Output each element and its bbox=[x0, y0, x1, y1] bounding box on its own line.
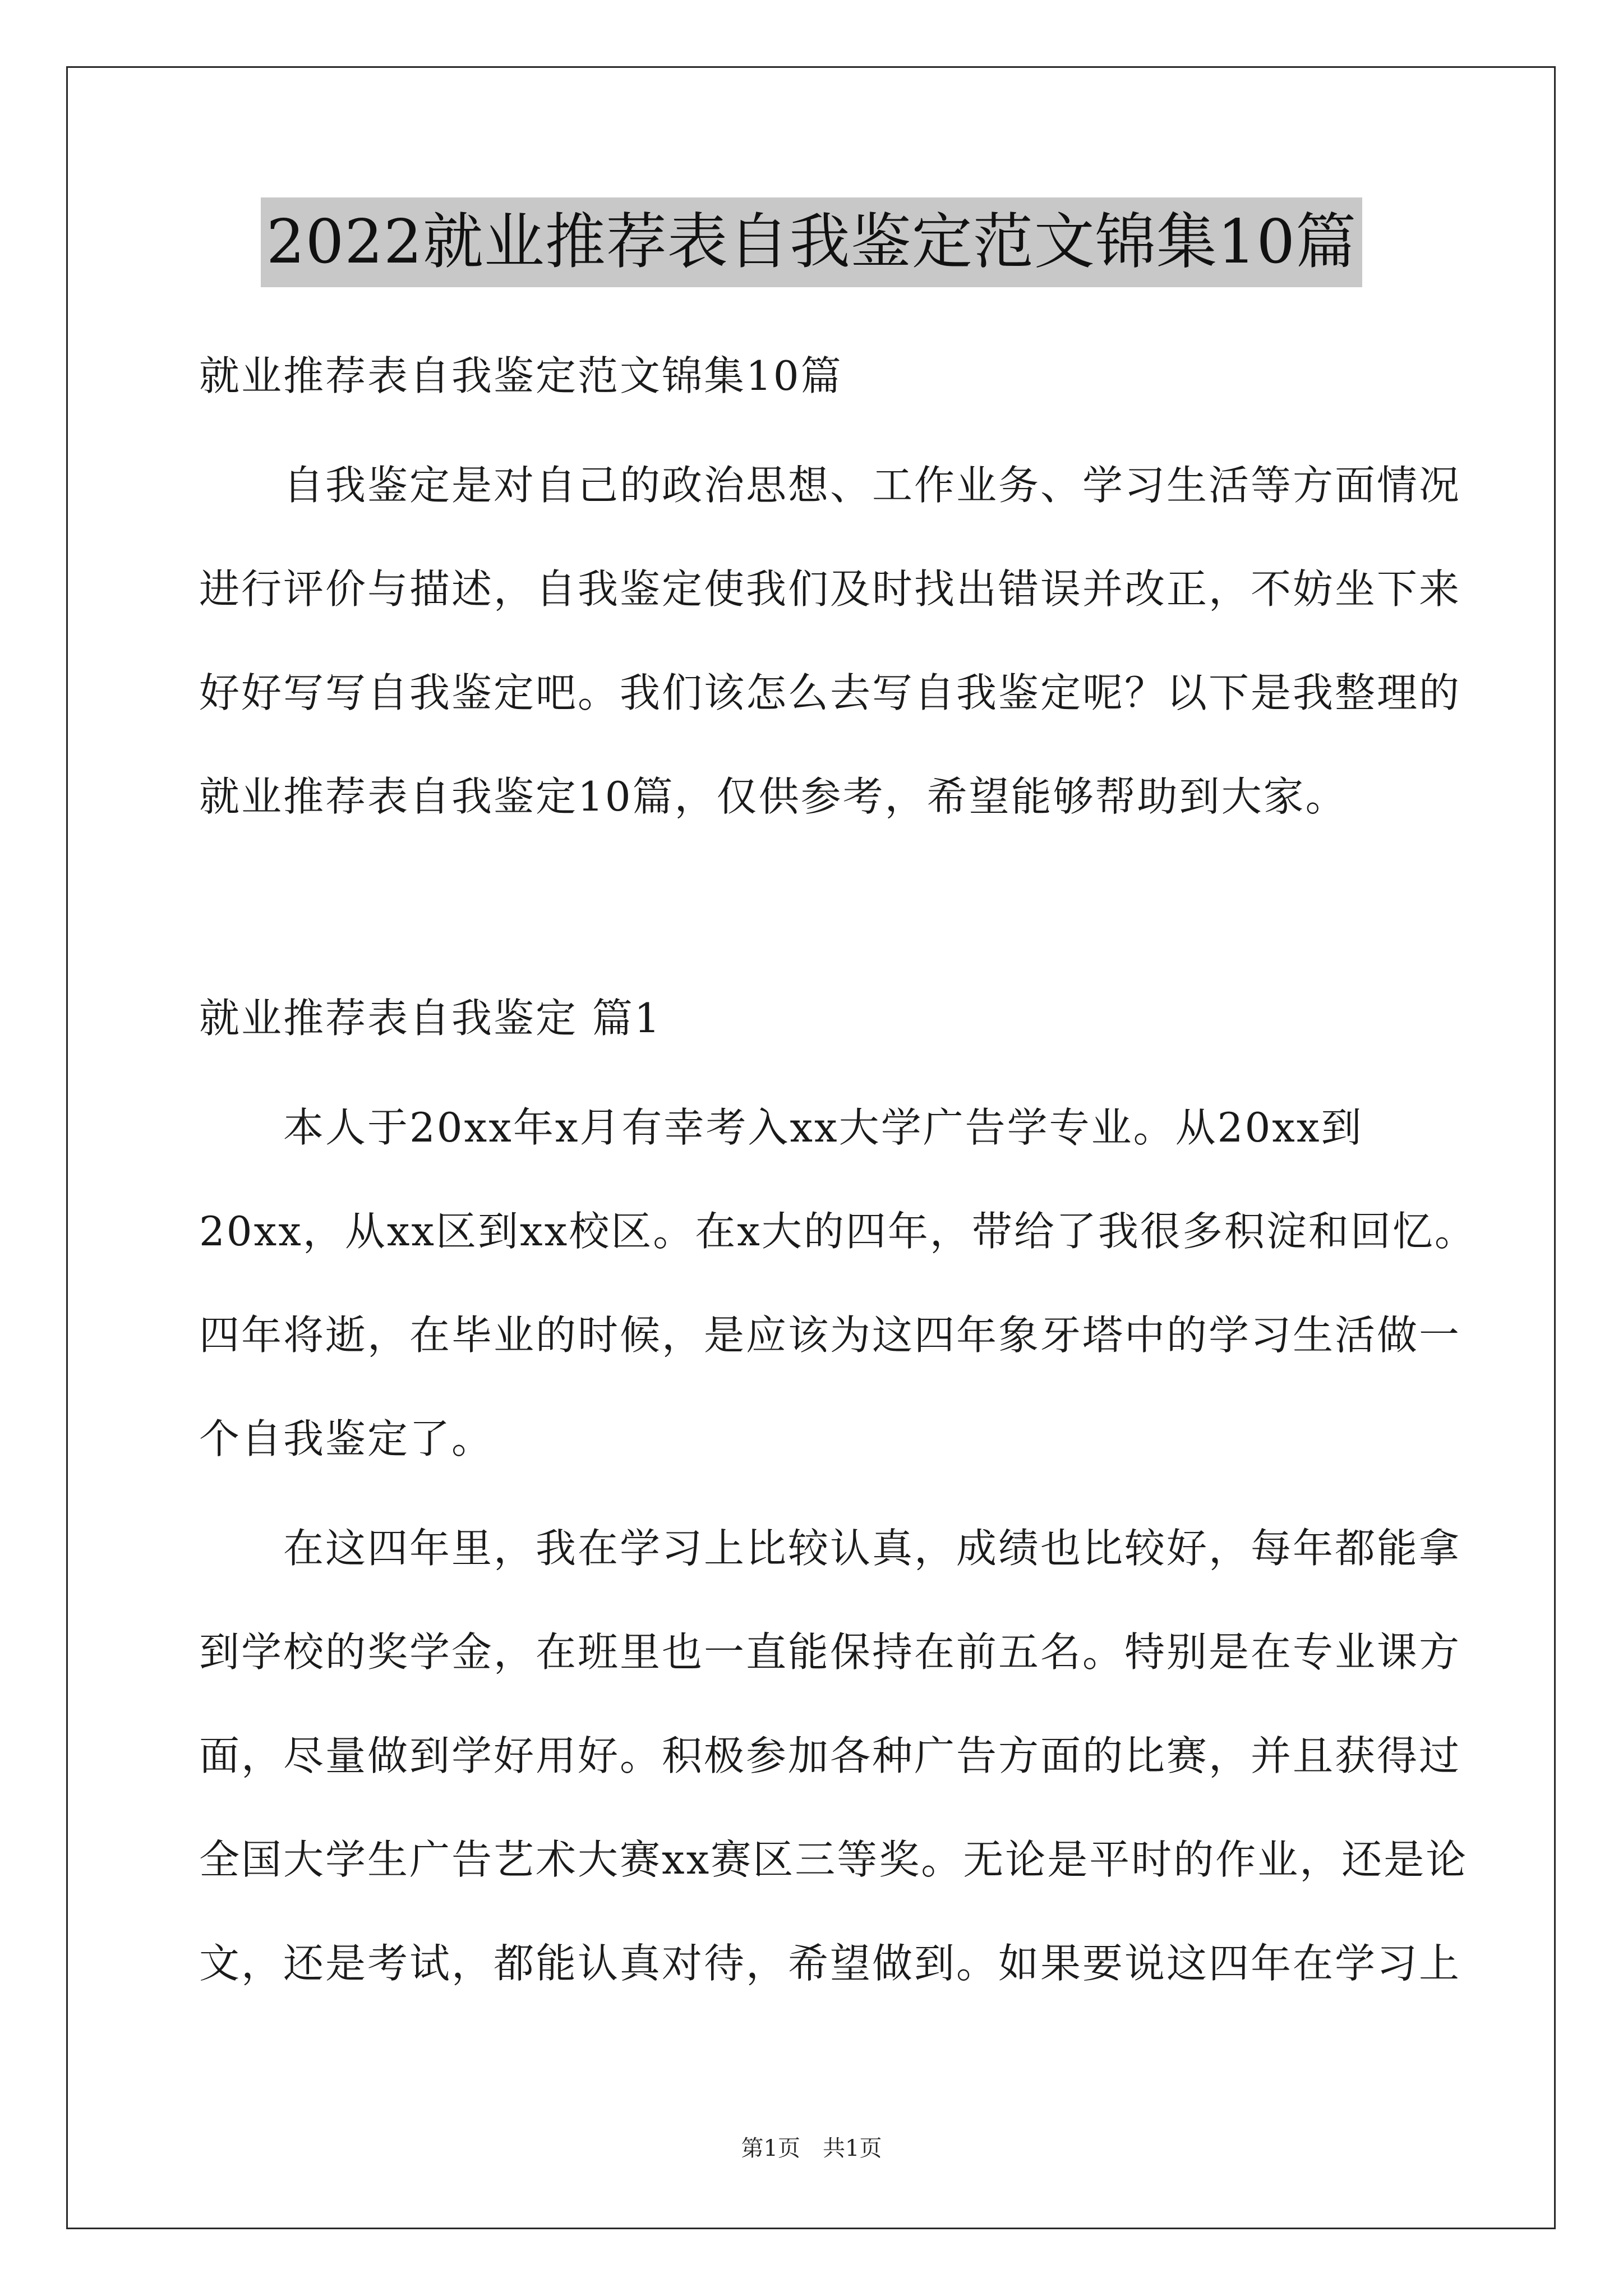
intro-line: 就业推荐表自我鉴定10篇，仅供参考，希望能够帮助到大家。 bbox=[199, 773, 1348, 820]
paragraph-line: 到学校的奖学金，在班里也一直能保持在前五名。特别是在专业课方 bbox=[199, 1628, 1461, 1676]
paragraph-line: 文，还是考试，都能认真对待，希望做到。如果要说这四年在学习上 bbox=[199, 1940, 1461, 1987]
intro-line: 好好写写自我鉴定吧。我们该怎么去写自我鉴定呢？以下是我整理的 bbox=[199, 669, 1461, 716]
paragraph-line: 面，尽量做到学好用好。积极参加各种广告方面的比赛，并且获得过 bbox=[199, 1732, 1461, 1779]
title-container bbox=[0, 197, 1623, 287]
page-number: 第1页 共1页 bbox=[741, 2136, 882, 2161]
document-title: 2022就业推荐表自我鉴定范文锦集10篇 bbox=[261, 197, 1362, 287]
intro-line: 进行评价与描述，自我鉴定使我们及时找出错误并改正，不妨坐下来 bbox=[199, 565, 1461, 613]
paragraph-line: 四年将逝，在毕业的时候，是应该为这四年象牙塔中的学习生活做一 bbox=[199, 1312, 1461, 1359]
intro-line: 自我鉴定是对自己的政治思想、工作业务、学习生活等方面情况 bbox=[199, 462, 1461, 509]
paragraph-line: 全国大学生广告艺术大赛xx赛区三等奖。无论是平时的作业，还是论 bbox=[199, 1836, 1468, 1883]
paragraph-line: 在这四年里，我在学习上比较认真，成绩也比较好，每年都能拿 bbox=[199, 1525, 1461, 1572]
subtitle: 就业推荐表自我鉴定范文锦集10篇 bbox=[199, 352, 843, 399]
section-heading: 就业推荐表自我鉴定 篇1 bbox=[199, 995, 662, 1042]
paragraph-line: 个自我鉴定了。 bbox=[199, 1415, 494, 1462]
paragraph-line: 20xx，从xx区到xx校区。在x大的四年，带给了我很多积淀和回忆。 bbox=[199, 1208, 1477, 1255]
paragraph-line: 本人于20xx年x月有幸考入xx大学广告学专业。从20xx到 bbox=[199, 1104, 1363, 1151]
